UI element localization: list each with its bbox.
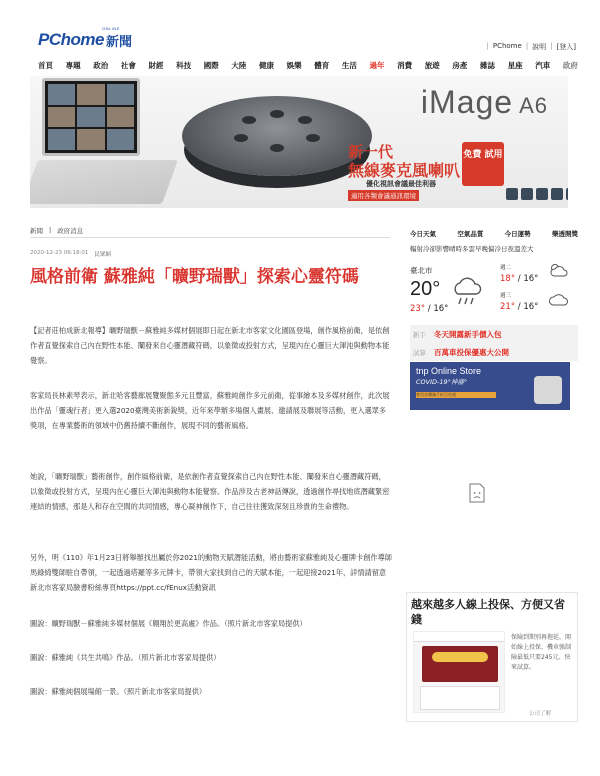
ad-sponsor-link[interactable]: 公司了解 bbox=[528, 711, 551, 717]
forecast-temp-wed: 21° / 16° bbox=[500, 302, 539, 312]
banner-ad[interactable] bbox=[30, 76, 568, 208]
nav-item-entertainment[interactable]: 娛樂 bbox=[286, 61, 302, 70]
nav-item-politics[interactable]: 政治 bbox=[93, 61, 109, 70]
nav-item-magazine[interactable]: 雜誌 bbox=[480, 61, 495, 70]
nav-item-horoscope[interactable]: 星座 bbox=[507, 61, 523, 70]
link-login[interactable]: [登入] bbox=[556, 43, 576, 51]
current-temperature: 20° bbox=[410, 278, 441, 300]
nav-item-travel[interactable]: 旅遊 bbox=[424, 61, 440, 70]
nav-item-tech[interactable]: 科技 bbox=[176, 61, 192, 70]
logo-online: ONLINE bbox=[102, 26, 120, 31]
image-caption: 圖說：蘇雅純個展場館一景。（照片新北市客家局提供） bbox=[30, 687, 207, 696]
store-subtitle: COVID-19°神器° bbox=[416, 378, 468, 386]
weather-ticker[interactable]: 輻射冷卻影響晴時多雲早晚偏冷日夜溫差大 bbox=[410, 245, 534, 253]
article-paragraph: 她說，「曠野瑞獸」藝術創作，創作風格前衛，是依創作者直覺探索自己內在野性本能、闡發來自心靈潛藏符碼，以象徵或投射方式，呈現內在心靈巨大渾沌與動物本能覺察。作品涉及古老神話傳說，透過創作尋找地底潛藏緊密連結的情感，那是人和存在空間的共同情感，專心凝神創作下，自己往往獲致深刻且珍貴的生命禮物。 bbox=[30, 472, 390, 511]
store-strip: 會員首購滿千折百免運 bbox=[416, 392, 496, 398]
nav-item-newyear[interactable]: 過年 bbox=[369, 61, 385, 70]
promo-insurance[interactable]: 試算 百萬車投保優惠大公開 bbox=[410, 343, 578, 361]
forecast-temp-tue: 18° / 16° bbox=[500, 274, 539, 284]
sidebar-tabs bbox=[410, 229, 578, 238]
laptop-image bbox=[30, 76, 150, 208]
divider bbox=[30, 237, 390, 238]
image-caption: 圖說：曠野瑞獸－蘇雅純多媒材個展《翱翔於更高處》作品。（照片新北市客家局提供） bbox=[30, 619, 307, 628]
article-meta bbox=[30, 250, 111, 258]
nav-item-consumer[interactable]: 消費 bbox=[397, 61, 413, 70]
link-help[interactable]: 說明 bbox=[532, 43, 547, 51]
logo-pchome: PChome bbox=[38, 30, 104, 49]
nav-item-international[interactable]: 國際 bbox=[203, 61, 219, 70]
nav-item-special[interactable]: 專題 bbox=[65, 61, 81, 70]
weather-city[interactable]: 臺北市 bbox=[410, 266, 433, 275]
nav-item-life[interactable]: 生活 bbox=[341, 61, 357, 70]
breadcrumb-gov[interactable]: 政府消息 bbox=[57, 227, 84, 235]
tab-horoscope[interactable]: 今日運勢 bbox=[504, 230, 531, 238]
nav-item-finance[interactable]: 財經 bbox=[148, 61, 164, 70]
banner-headline-1: 新一代 bbox=[348, 143, 394, 161]
today-temp-range: 23° / 16° bbox=[410, 304, 449, 314]
article-paragraph: 【記者莊柏成新北報導】曠野瑞獸－蘇雅純多媒材個展即日起在新北市客家文化園區登場，創作風格前衛，是依創作者直覺探索自己內在野性本能、闡發來自心靈潛藏符碼，以象徵或投射方式，呈現內在心靈巨大渾沌與動物本能覺察。 bbox=[30, 326, 390, 365]
nav-item-government[interactable]: 政府 bbox=[562, 61, 578, 70]
ad-image bbox=[413, 631, 505, 713]
laptop-screen bbox=[42, 78, 140, 156]
cloud-icon bbox=[548, 292, 568, 311]
image-caption: 圖說：蘇雅純《共生共鳴》作品。（照片新北市客家局提供） bbox=[30, 653, 221, 662]
banner-subtitle: 優化視訊會議最佳利器 bbox=[366, 180, 436, 188]
article-date: 2020-12-23 06:18:01 bbox=[30, 250, 89, 256]
nav-item-china[interactable]: 大陸 bbox=[231, 61, 247, 70]
nav-item-sports[interactable]: 體育 bbox=[314, 61, 330, 70]
broken-image-icon bbox=[468, 483, 486, 503]
promo-new-user[interactable]: 新手 冬天開露新手價入包 bbox=[410, 325, 578, 343]
link-pchome[interactable]: PChome bbox=[492, 42, 522, 50]
insurance-ad[interactable] bbox=[406, 592, 578, 722]
tab-air-quality[interactable]: 空氣品質 bbox=[457, 230, 484, 238]
article-title: 風格前衛 蘇雅純「曠野瑞獸」探索心靈符碼 bbox=[30, 267, 359, 287]
article-paragraph: 客家局長林素琴表示，新北哈客藝廊展覽聚態多元且豐富，蘇雅純創作多元前衛，從事繪本及多媒材創作，此次展出作品「靈魂行者」更入選2020臺灣美術新銳獎，近年來學辦多場個人畫展、邀請展及聯展等活動，更入選眾多獎項，在專業藝術的領域中仍舊持續不斷創作，展現不同的藝術風格。 bbox=[30, 391, 390, 430]
ad-description: 保險到期別再拖延，開始線上投保、機車強制險最低只要245元、快來試算。 bbox=[511, 634, 572, 671]
banner-headline-2: 無線麥克風喇叭 bbox=[348, 161, 461, 180]
site-logo[interactable] bbox=[38, 26, 132, 50]
logo-news: 新聞 bbox=[105, 35, 132, 50]
breadcrumb-news[interactable]: 新聞 bbox=[30, 227, 43, 235]
main-nav bbox=[38, 60, 578, 71]
nav-item-auto[interactable]: 汽車 bbox=[535, 61, 551, 70]
nav-item-home[interactable]: 首頁 bbox=[38, 61, 53, 70]
nav-item-society[interactable]: 社會 bbox=[120, 61, 136, 70]
device-image bbox=[534, 376, 562, 404]
store-title: tnp Online Store bbox=[416, 366, 482, 376]
free-trial-badge[interactable]: 免費 試用 bbox=[462, 142, 504, 186]
nav-item-property[interactable]: 房產 bbox=[452, 61, 468, 70]
article-paragraph: 另外，明《110》年1月23日將舉辦找出屬於你2021的動物天賦潛能活動，將由藝術家蘇雅純及心靈牌卡創作導師馬綠綺雙師駐自帶領，一起透過塔羅等多元牌卡，帶領大家找到自己的天賦本能，一起迎接2021年，詳情請留意新北市客家局臉書粉絲專頁https://ppt.cc/fEnux活動資訊 bbox=[30, 553, 392, 592]
online-store-ad[interactable] bbox=[410, 362, 570, 410]
tab-lottery[interactable]: 樂透開獎 bbox=[551, 230, 578, 238]
banner-brand: iMage A6 bbox=[420, 84, 548, 120]
tab-weather[interactable]: 今日天氣 bbox=[410, 230, 436, 238]
forecast-day-tue: 週二 bbox=[500, 265, 512, 271]
nav-item-health[interactable]: 健康 bbox=[259, 61, 274, 70]
breadcrumb: 新聞 | 政府消息 bbox=[30, 226, 84, 235]
article-source[interactable]: 民眾網 bbox=[94, 252, 111, 258]
partly-cloudy-icon bbox=[548, 262, 568, 282]
forecast-day-wed: 週三 bbox=[500, 293, 512, 299]
banner-icons bbox=[506, 188, 568, 200]
speaker-image bbox=[182, 96, 372, 176]
top-links: | PChome | 說明 | [登入] bbox=[486, 42, 576, 51]
banner-tagline: 適用各類會議通訊環境 bbox=[348, 190, 419, 201]
cloudy-rain-icon bbox=[450, 276, 484, 312]
ad-title: 越來越多人線上投保、方便又省錢 bbox=[411, 598, 565, 626]
laptop-base bbox=[30, 160, 178, 204]
site-header bbox=[0, 0, 600, 76]
